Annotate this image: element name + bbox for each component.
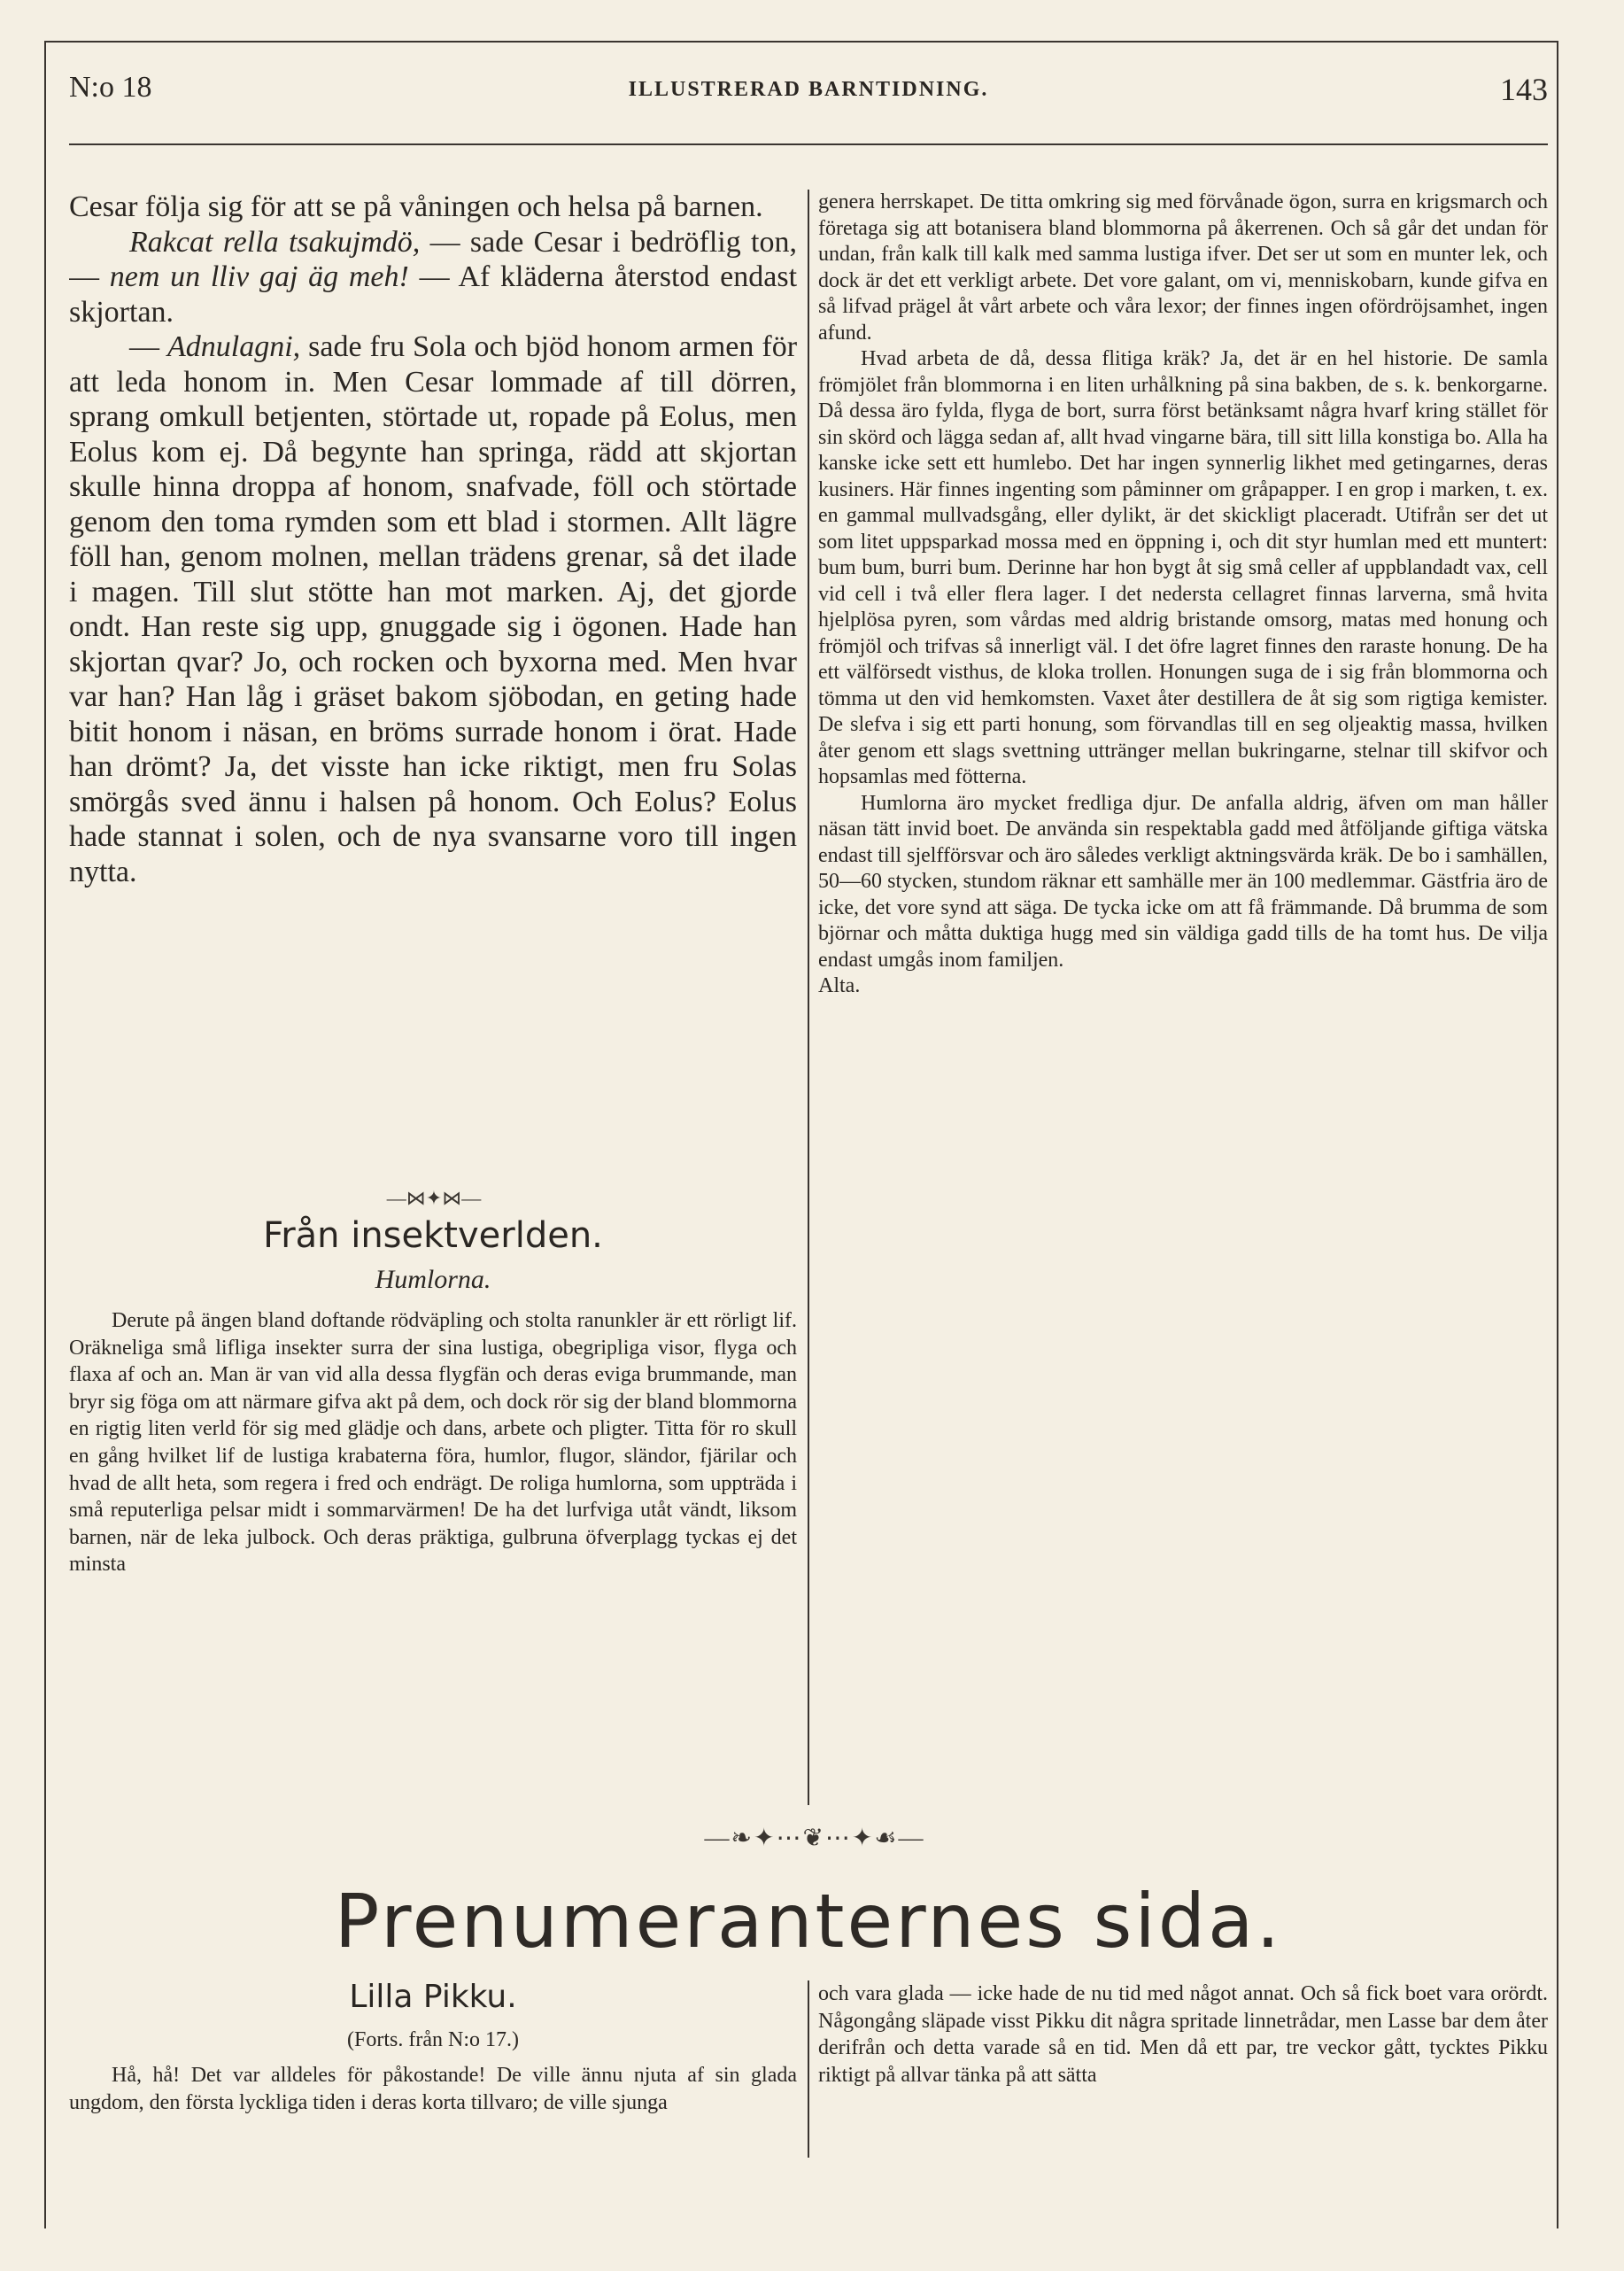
article-column-1 bbox=[69, 1307, 797, 1803]
article-paragraph: genera herrskapet. De titta omkring sig med förvånade ögon, surra en krigsmarch och företaga sig att botanisera bland blommorna på åkerrenen. Och så går det undan för undan, från kalk till kalk med samma lustiga ifver. Det ser ut som en munter lek, och dock är det ett verkligt arbete. Det vore galant, om vi, menniskobarn, kunde gifva en så lifvad prägel åt vårt arbete och våra lexor; der finnes ingen ofördröjsamhet, ingen afund. bbox=[818, 190, 1548, 345]
page-number: 143 bbox=[1500, 72, 1548, 107]
article-title: Från insektverlden. bbox=[263, 1215, 603, 1256]
page-frame-left bbox=[44, 41, 46, 2228]
column-divider bbox=[808, 190, 809, 1805]
article-paragraph: Humlorna äro mycket fredliga djur. De anfalla aldrig, äfven om man håller näsan tätt invid boet. De använda sin respektabla gadd med åtföljande giftiga vätska endast till sjelfförsvar och äro således verkligt aktningsvärda kräk. De bo i samhällen, 50—60 stycken, stundom räknar ett samhälle mer än 100 medlemmar. Gästfria äro de icke, det vore synd att säga. De tycka icke om att få främmande. Då brumma de som björnar och måtta duktiga hugg med sin väldiga gadd tills de ha tomt hus. De vilja endast umgås inom familjen. bbox=[818, 791, 1548, 972]
issue-number: N:o 18 bbox=[69, 71, 152, 104]
story-title: Lilla Pikku. bbox=[349, 1979, 517, 2015]
article-paragraph: Derute på ängen bland doftande rödväpling och stolta ranunkler är ett rörligt lif. Oräkneliga små lifliga insekter surra der sina lustiga, obegripliga visor, flyga och flaxa af och an. Man är van vid alla dessa flygfän och deras eviga brummande, man bryr sig föga om att närmare gifva akt på dem, och dock rör sig der bland blommorna en rigtig liten verld för sig med glädje och dans, arbete och pligter. Titta för ro skull en gång hvilket lif de lustiga krabaterna föra, humlor, flugor, sländor, fjärilar och hvad de allt heta, som regera i fred och endrägt. De roliga humlorna, som uppträda i små reputerliga pelsar midt i sommarvärmen! De ha det lurfviga utåt vändt, liksom barnen, när de leka julbock. Och deras präktiga, gulbruna öfverplagg tyckas ej det minsta bbox=[69, 1309, 797, 1577]
story-text-3: sade fru Sola och bjöd honom armen för att leda honom in. Men Cesar lommade af till dörren, sprang omkull betjenten, störtade ut, ropade på Eolus, men Eolus kom ej. Då begynte han springa, rädd att skjortan skulle hinna droppa af honom, snafvade, föll och störtade genom den toma rymden som ett blad i stormen. Allt lägre föll han, genom molnen, mellan trädens grenar, så det ilade i magen. Till slut stötte han mot marken. Aj, det gjorde ondt. Han reste sig upp, gnuggade sig i ögonen. Hade han skjortan qvar? Jo, och rocken och byxorna med. Men hvar var han? Han låg i gräset bakom sjöbodan, en geting hade bitit honom i näsan, en bröms surrade honom i örat. Hade han drömt? Ja, det visste han icke riktigt, men fru Solas smörgås sved ännu i halsen på honom. Och Eolus? Eolus hade stannat i solen, och de nya svansarne voro till ingen nytta. bbox=[69, 330, 797, 888]
story-column-2 bbox=[818, 1980, 1548, 2158]
story-continuation bbox=[69, 190, 797, 1182]
story-paragraph-1: Cesar följa sig för att se på våningen och helsa på barnen. bbox=[69, 190, 763, 223]
story-column-1 bbox=[69, 2062, 797, 2151]
story-foreign-phrase-2: nem un lliv gaj äg meh! bbox=[109, 260, 409, 293]
story-paragraph-2 bbox=[69, 225, 797, 330]
article-subtitle: Humlorna. bbox=[375, 1265, 491, 1294]
story-text: — sade Cesar i bedröflig ton, — bbox=[69, 225, 797, 293]
ornament-divider-small: ―⋈✦⋈― bbox=[386, 1187, 482, 1209]
ornament-divider-large: ―❧✦⋯❦⋯✦☙― bbox=[704, 1825, 925, 1852]
section-title: Prenumeranternes sida. bbox=[334, 1878, 1283, 1965]
article-column-2 bbox=[818, 190, 1548, 1802]
continued-note: (Forts. från N:o 17.) bbox=[347, 2028, 519, 2051]
story-paragraph-3 bbox=[69, 329, 797, 889]
page-frame-top bbox=[44, 41, 1557, 43]
story-paragraph: Hå, hå! Det var alldeles för påkostande! De ville ännu njuta af sin glada ungdom, den första lyckliga tiden i deras korta tillvaro; de ville sjunga bbox=[69, 2064, 797, 2114]
publication-title: ILLUSTRERAD BARNTIDNING. bbox=[628, 78, 989, 101]
story-text-2: — Af kläderna återstod endast skjortan. bbox=[69, 260, 797, 329]
header-rule bbox=[69, 143, 1548, 145]
running-header bbox=[69, 71, 1548, 124]
article-paragraph: Hvad arbeta de då, dessa flitiga kräk? Ja, det är en hel historie. De samla frömjölet från blommorna i en liten urhålkning på sina bakben, de s. k. benkorgarne. Då dessa äro fylda, flyga de bort, surra först betänksamt några hvarf kring stället för sin skörd och lägga sedan af, allt hvad vingarne bära, till sitt lilla konstiga bo. Alla ha kanske icke sett ett humlebo. Det har ingen synnerlig likhet med getingarnes, deras kusiners. Här finnes ingenting som påminner om gråpapper. I en grop i marken, t. ex. en gammal mullvadsgång, eller dylikt, är det skickligt placeradt. Utifrån ser det ut som litet uppsparkad mossa med en öppning i, och dit styr humlan med ett muntert: bum bum, burri bum. Derinne har hon bygt åt sig små celler af uppblandadt vax, cell vid cell i två eller flera lager. I det nedersta cellagret finnas larverna, små hvita hjelplösa pyren, som vårdas med aldrig bristande omsorg, matas med honung och frömjöl och trifvas så innerligt väl. I det öfre lagret finnes den raraste honung. De ha ett välförsedt visthus, de kloka trollen. Honungen suga de i sig från blommorna och tömma ut den vid hemkomsten. Vaxet åter destillera de åt sig som rigtiga kemister. De slefva i sig ett parti honung, som förvandlas till en seg oljeaktig massa, hvilken åter genom ett slags svettning uttränger mellan bukringarne, stelnar till skifvor och hopsamlas med fötterna. bbox=[818, 347, 1548, 788]
column-divider-lower bbox=[808, 1980, 809, 2158]
page-frame-right bbox=[1557, 41, 1558, 2228]
story-paragraph: och vara glada — icke hade de nu tid med något annat. Och så fick boet vara orördt. Någongång släpade visst Pikku dit några spritade linnetrådar, men Lasse bar dem åter derifrån och detta varade så en tid. Men då ett par, tre veckor gått, tycktes Pikku riktigt på allvar tänka på att sätta bbox=[818, 1982, 1548, 2087]
story-dash: — bbox=[129, 330, 159, 363]
story-foreign-phrase: Rakcat rella tsakujmdö, bbox=[129, 225, 421, 259]
article-signature: Alta. bbox=[818, 974, 861, 997]
story-foreign-phrase-3: Adnulagni, bbox=[166, 330, 301, 363]
